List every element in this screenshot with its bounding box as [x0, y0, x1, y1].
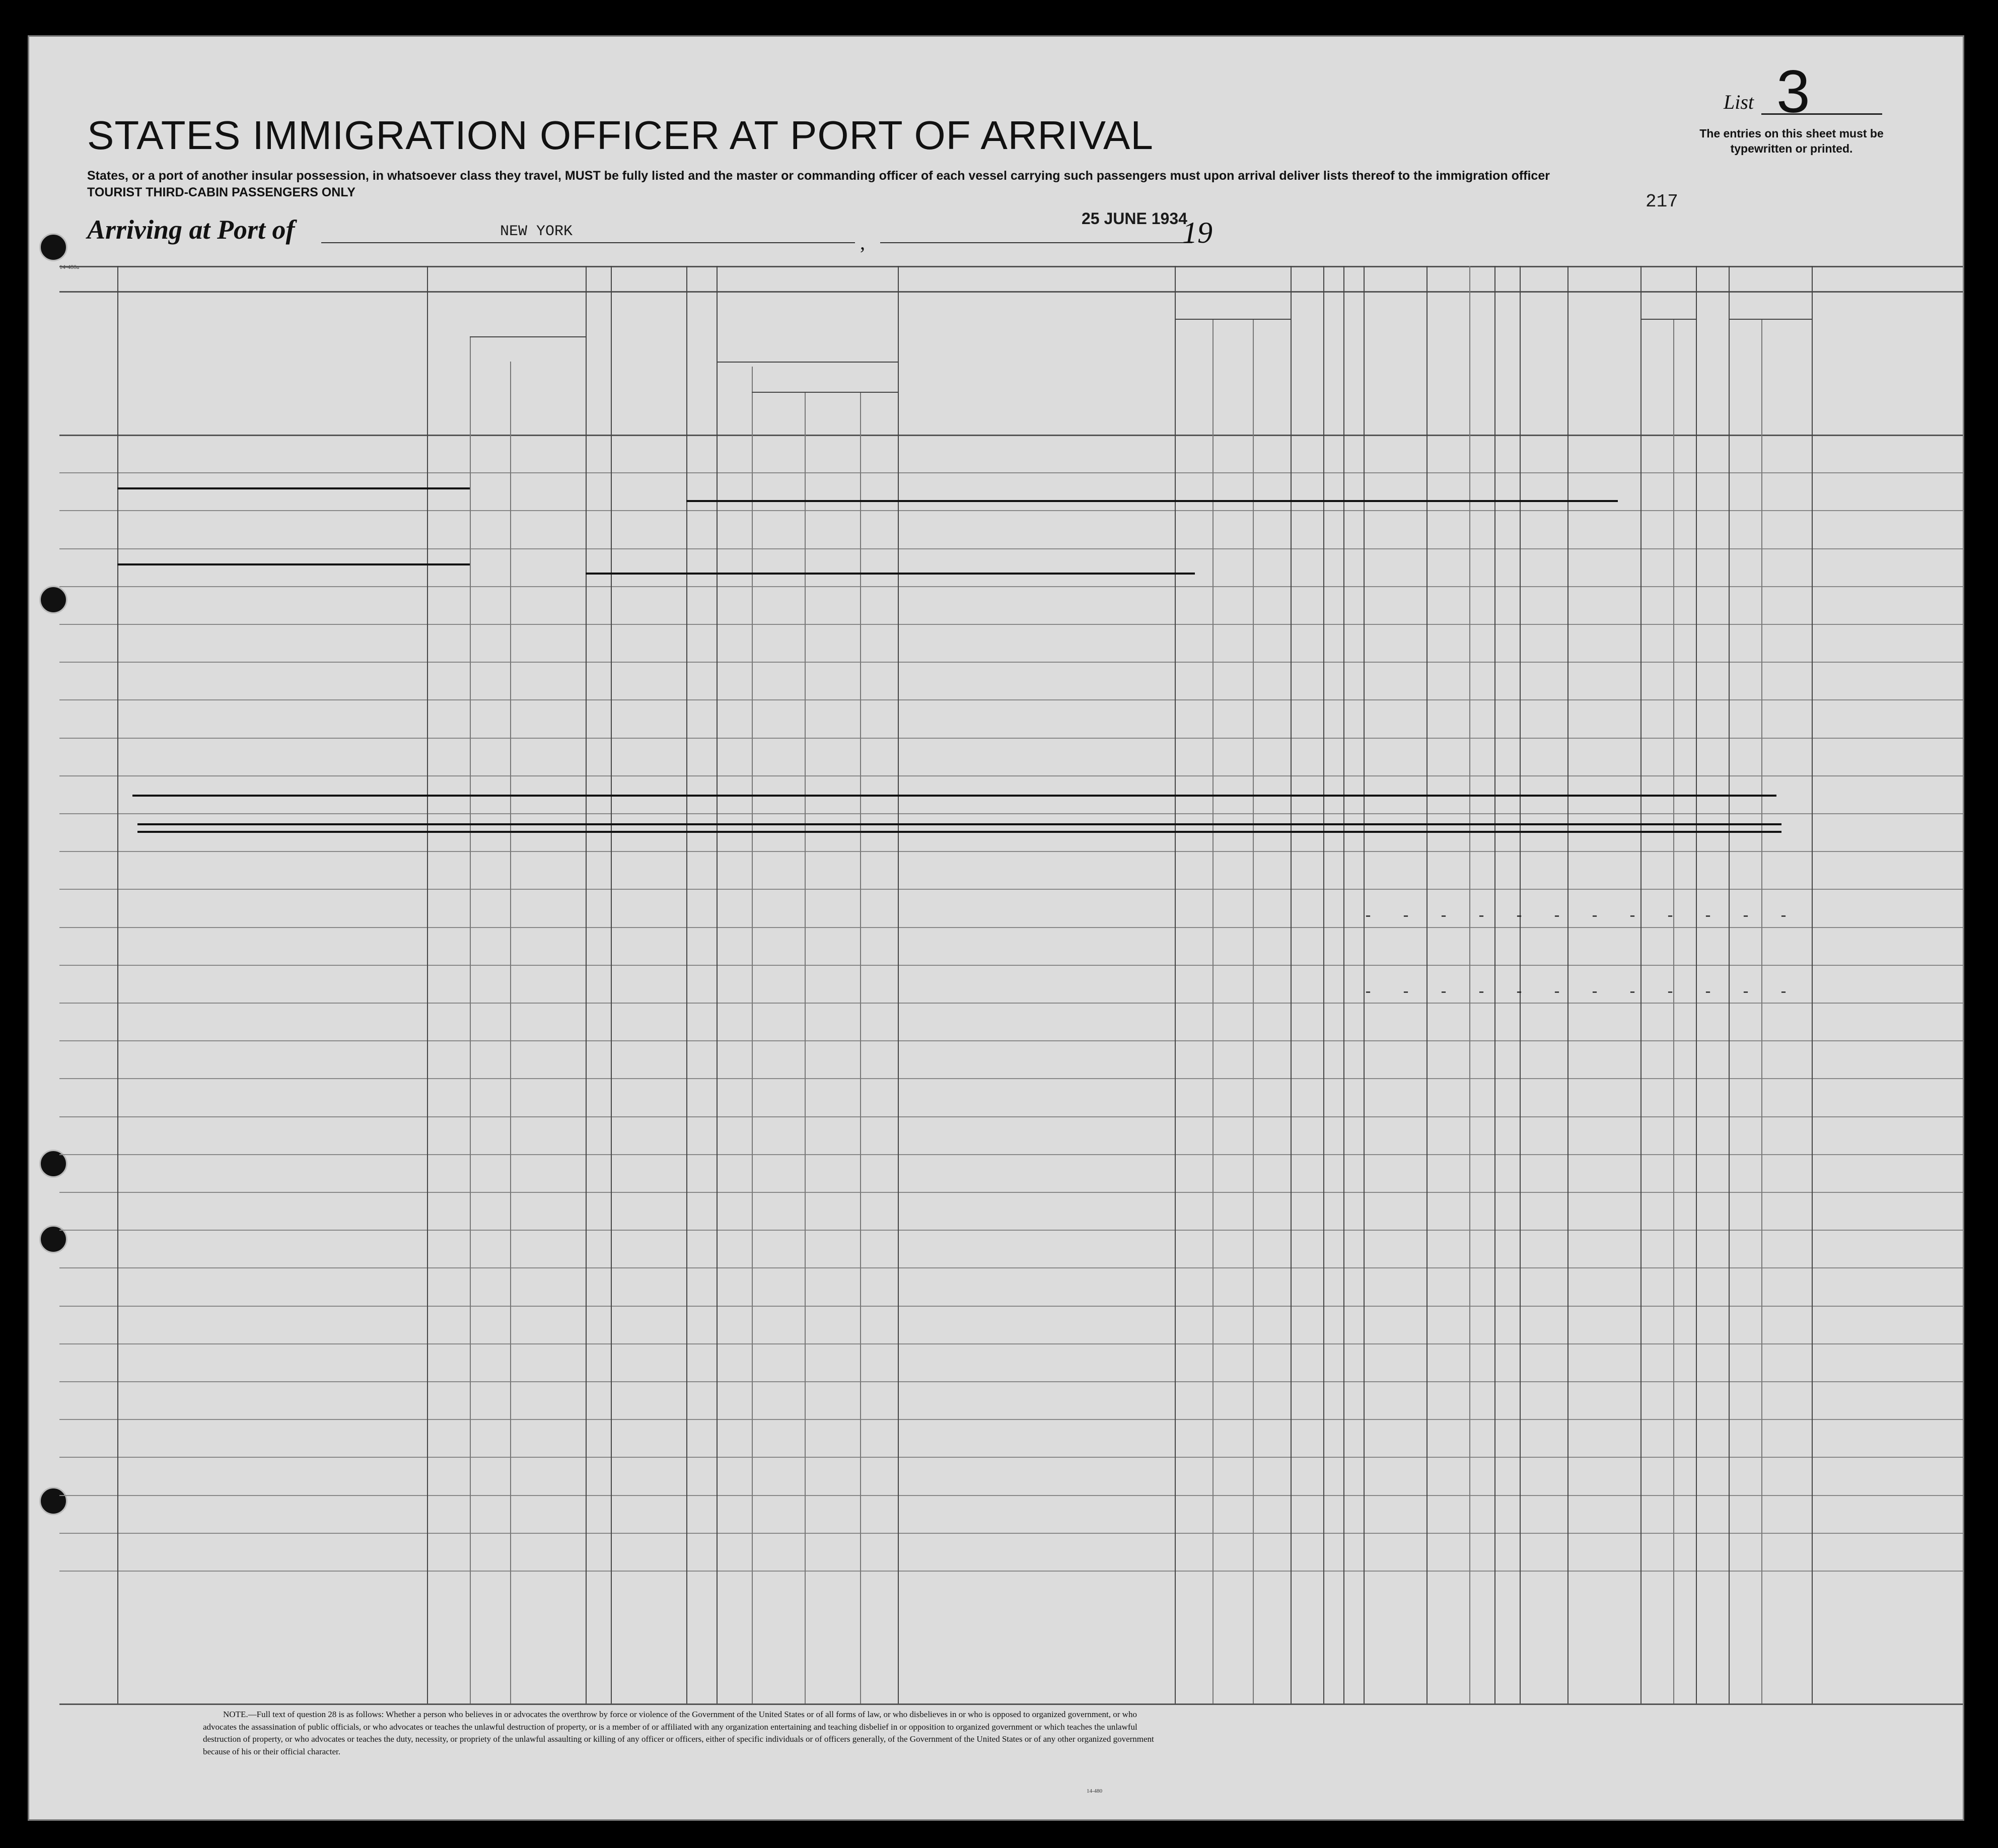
column-line — [1494, 266, 1495, 1703]
instruction-text: States, or a port of another insular possession, in whatsoever class they travel, MUST be fully listed and the master or commanding officer of each vessel carrying such passengers must upon arrival deliver lists thereof to the immigration officer — [87, 169, 1550, 183]
row-line — [59, 1343, 1963, 1344]
dash: - — [1590, 983, 1600, 1001]
column-header-c25 — [1291, 296, 1323, 432]
typewritten-note: The entries on this sheet must be typewritten or printed. — [1699, 127, 1884, 155]
subcolumn-line — [510, 362, 511, 1703]
dash: - — [1552, 983, 1562, 1001]
row-line — [59, 738, 1963, 739]
date-line — [880, 242, 1192, 243]
subcolumn-line — [805, 392, 806, 1703]
dash: - — [1666, 908, 1675, 926]
row-line — [59, 472, 1963, 473]
column-line — [1812, 266, 1813, 1703]
column-line — [1567, 266, 1568, 1703]
column-line — [1696, 266, 1697, 1703]
header-subline — [470, 336, 586, 337]
dash: - — [1552, 908, 1562, 926]
dash: - — [1401, 908, 1411, 926]
dash: - — [1779, 908, 1789, 926]
row-line — [59, 548, 1963, 549]
row-line — [59, 1078, 1963, 1079]
list-label: List — [1724, 91, 1754, 113]
dash: - — [1477, 908, 1486, 926]
column-line — [686, 266, 687, 1703]
dash: - — [1741, 908, 1751, 926]
row-line — [59, 1116, 1963, 1117]
subcolumn-line — [1469, 266, 1470, 1703]
arriving-label: Arriving at Port of — [87, 215, 295, 245]
page-title: STATES IMMIGRATION OFFICER AT PORT OF ARRIVAL — [87, 113, 1154, 158]
dash: - — [1703, 983, 1713, 1001]
strike-line — [137, 831, 1781, 833]
column-line — [1426, 266, 1428, 1703]
subcolumn-line — [752, 367, 753, 1703]
subcolumn-line — [860, 392, 861, 1703]
footnote-code: 14-480 — [1087, 1788, 1103, 1794]
column-line — [427, 266, 428, 1703]
row-line — [59, 927, 1963, 928]
row-line — [59, 1419, 1963, 1420]
header-subline — [752, 392, 898, 393]
row-line — [59, 1306, 1963, 1307]
row-line — [59, 662, 1963, 663]
row-line — [59, 1571, 1963, 1572]
dash: - — [1477, 983, 1486, 1001]
row-line — [59, 1040, 1963, 1041]
manifest-table — [59, 266, 1963, 1703]
column-header-c30 — [1469, 296, 1494, 432]
column-header-c27 — [1343, 296, 1364, 432]
row-line — [59, 1495, 1963, 1496]
row-line — [59, 1267, 1963, 1268]
table-bottom — [59, 1703, 1963, 1705]
binder-hole — [39, 233, 67, 261]
form-code: 14-480a — [59, 263, 80, 270]
row-line — [59, 1154, 1963, 1155]
row-line — [59, 1192, 1963, 1193]
subcolumn-line — [1212, 319, 1214, 1703]
column-header-c21 — [686, 296, 717, 432]
dash: - — [1439, 908, 1449, 926]
row-line — [59, 851, 1963, 852]
strike-line — [137, 823, 1781, 825]
list-number: 3 — [1776, 58, 1810, 125]
header-subline — [717, 362, 898, 363]
column-line — [717, 266, 718, 1703]
dash: - — [1401, 983, 1411, 1001]
row-line — [59, 1457, 1963, 1458]
page-number: 217 — [1646, 191, 1678, 212]
header-subline — [1729, 319, 1812, 320]
column-header-c24_c — [1253, 321, 1291, 432]
dash: - — [1779, 983, 1789, 1001]
column-header-c31 — [1494, 296, 1520, 432]
row-line — [59, 775, 1963, 776]
class-line: TOURIST THIRD-CABIN PASSENGERS ONLY — [87, 185, 355, 199]
subcolumn-line — [1253, 319, 1254, 1703]
column-line — [611, 266, 612, 1703]
row-line — [59, 586, 1963, 587]
column-line — [1323, 266, 1324, 1703]
row-line — [59, 965, 1963, 966]
column-header-c24_a — [1175, 321, 1212, 432]
list-number-line — [1761, 113, 1882, 115]
row-line — [59, 889, 1963, 890]
dash: - — [1666, 983, 1675, 1001]
dash: - — [1741, 983, 1751, 1001]
strike-line — [686, 500, 1618, 502]
row-line — [59, 510, 1963, 511]
row-line — [59, 699, 1963, 700]
dash: - — [1364, 908, 1373, 926]
header-subline — [1175, 319, 1291, 320]
port-line — [321, 242, 855, 243]
column-line — [117, 266, 118, 1703]
row-line — [59, 1230, 1963, 1231]
dash: - — [1628, 983, 1637, 1001]
column-header-c26 — [1323, 296, 1343, 432]
column-header-c29 — [1426, 296, 1469, 432]
row-line — [59, 1003, 1963, 1004]
date-stamp: 25 JUNE 1934 — [1082, 209, 1187, 228]
dash: - — [1439, 983, 1449, 1001]
subcolumn-line — [1761, 319, 1762, 1703]
column-line — [1640, 266, 1642, 1703]
dash: - — [1628, 908, 1637, 926]
manifest-sheet — [28, 35, 1964, 1821]
comma: , — [860, 231, 865, 254]
strike-line — [117, 487, 470, 489]
dash: - — [1590, 908, 1600, 926]
dash: - — [1364, 983, 1373, 1001]
footnote: NOTE.—Full text of question 28 is as follows: Whether a person who believes in or advocates the overthrow by force or violence of the Government of the United States or of all forms of law, or who disbelieves in or who is opposed to organized government, or who advocates the assassination of public officials, or who advocates or teaches the unlawful destruction of property, or is a member of or affiliated with any organization entertaining and teaching disbelief in or opposition to organized government or which teaches the unlawful destruction of property, or who advocates or teaches the duty, necessity, or propriety of the unlawful assaulting or killing of any officer or officers, either of specific individuals or of officers generally, of the Government of the United States or of any other organized government because of his or their official character. — [203, 1710, 1154, 1756]
year-label: 19 — [1182, 216, 1212, 249]
subcolumn-line — [1673, 319, 1674, 1703]
column-line — [1343, 266, 1344, 1703]
strike-line — [132, 795, 1776, 797]
strike-line — [117, 563, 470, 565]
column-line — [1729, 266, 1730, 1703]
column-header-c28 — [1364, 296, 1426, 432]
strike-line — [586, 573, 1195, 575]
column-line — [1175, 266, 1176, 1703]
row-line — [59, 624, 1963, 625]
column-line — [898, 266, 899, 1703]
row-line — [59, 1533, 1963, 1534]
column-line — [586, 266, 587, 1703]
column-line — [1291, 266, 1292, 1703]
dash: - — [1515, 908, 1524, 926]
column-header-c19 — [586, 296, 611, 432]
row-line — [59, 1381, 1963, 1382]
dash: - — [1703, 908, 1713, 926]
subcolumn-line — [470, 336, 471, 1703]
dash: - — [1515, 983, 1524, 1001]
column-header-c24_b — [1212, 321, 1253, 432]
row-line — [59, 813, 1963, 814]
header-subline — [1640, 319, 1696, 320]
port-of-arrival: NEW YORK — [500, 223, 573, 240]
